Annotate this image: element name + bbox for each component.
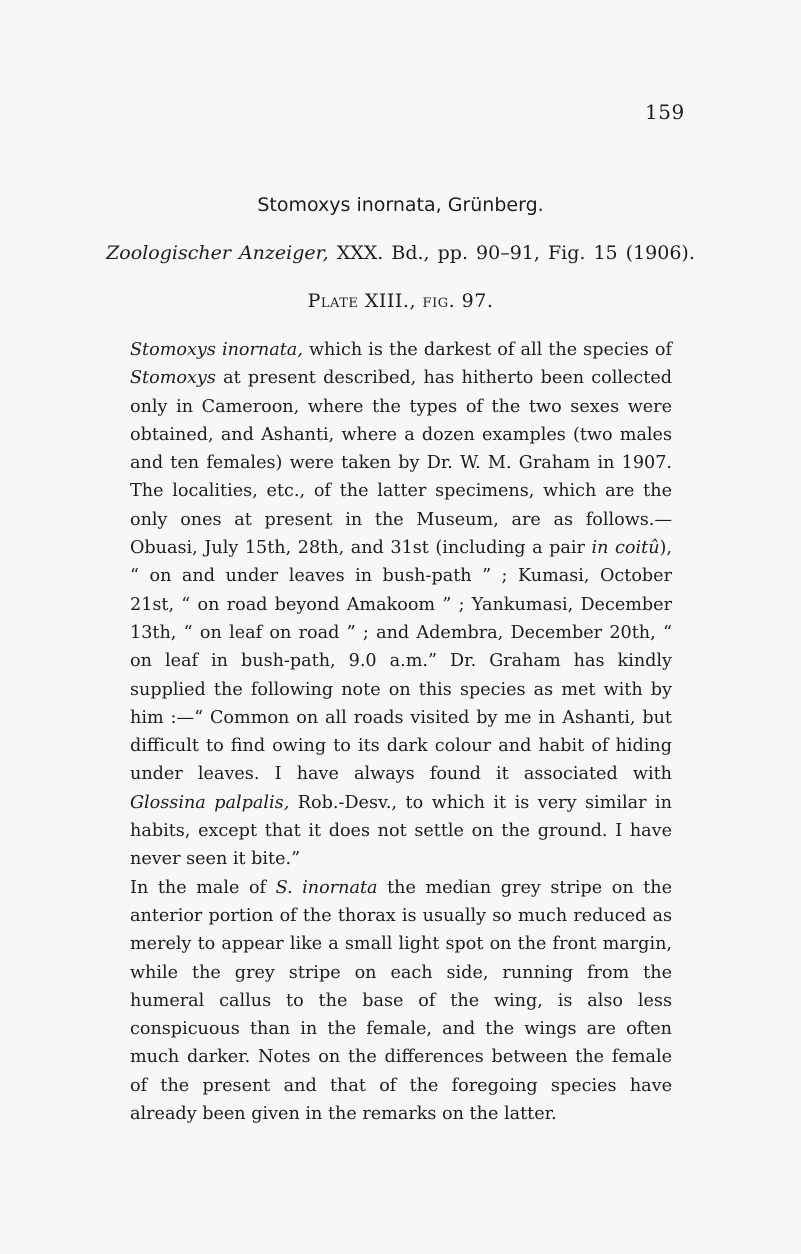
- paragraph-1: Stomoxys inornata, which is the darkest of all the species of Stomoxys at present described, has hitherto been collected only in Cameroon, where the types of the two sexes were obtained, and Ashanti, where a dozen examples (two males and ten females) were taken by Dr. W. M. Graham in 1907. The localities, etc., of the latter specimens, which are the only ones at present in the Museum, are as follows.—Obuasi, July 15th, 28th, and 31st (including a pair in coitû), “ on and under leaves in bush-path ” ; Kumasi, October 21st, “ on road beyond Amakoom ” ; Yankumasi, December 13th, “ on leaf on road ” ; and Adembra, December 20th, “ on leaf in bush-path, 9.0 a.m.” Dr. Graham has kindly supplied the following note on this species as met with by him :—“ Common on all roads visited by me in Ashanti, but difficult to find owing to its dark colour and habit of hiding under leaves. I have always found it associated with Glossina palpalis, Rob.-Desv., to which it is very similar in habits, except that it does not settle on the ground. I have never seen it bite.”: [130, 340, 672, 870]
- page-number: 159: [645, 100, 685, 124]
- latin-phrase: in coitû: [591, 538, 660, 559]
- species-abbrev: S. inornata: [275, 877, 378, 898]
- species-name-glossina: Glossina palpalis,: [130, 792, 290, 813]
- journal-name: Zoologischer Anzeiger,: [106, 242, 329, 264]
- species-heading: Stomoxys inornata, Grünberg.: [257, 194, 544, 216]
- plate-reference: Plate XIII., fig. 97.: [307, 290, 494, 312]
- species-name: Stomoxys inornata,: [130, 340, 303, 360]
- paragraph-2: In the male of S. inornata the median grey stripe on the anterior portion of the thorax is usually so much reduced as merely to appear like a small light spot on the front margin, while the grey stripe on each side, running from the humeral callus to the base of the wing, is also less conspicuous than in the female, and the wings are often much darker. Notes on the differences between the female of the present and that of the foregoing species have already been given in the remarks on the latter.: [130, 877, 673, 1125]
- genus-name: Stomoxys: [130, 368, 216, 389]
- reference-details: XXX. Bd., pp. 90–91, Fig. 15 (1906).: [328, 242, 695, 264]
- literature-reference: [0, 242, 801, 264]
- body-text: [130, 336, 672, 1128]
